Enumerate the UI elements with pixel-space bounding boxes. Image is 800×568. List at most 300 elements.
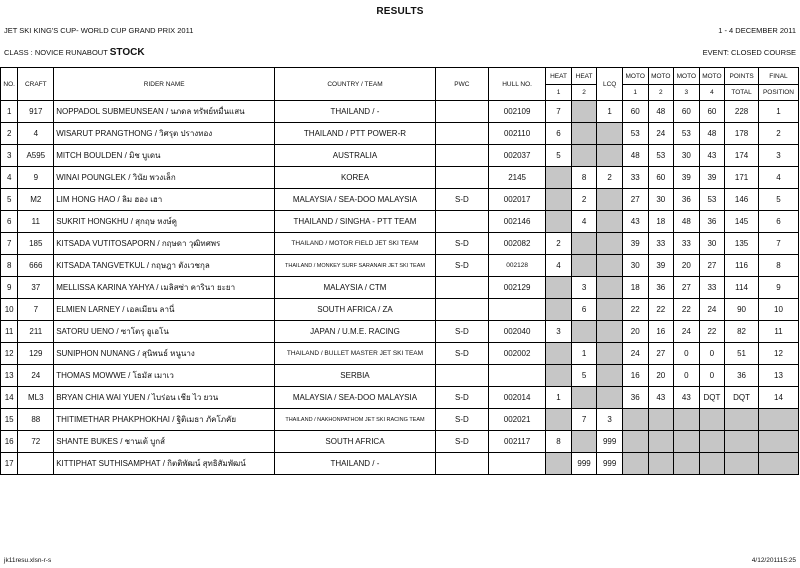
cell-pwc: [435, 277, 488, 299]
cell-lcq: [597, 211, 623, 233]
cell-total: 146: [725, 189, 759, 211]
header-points: POINTS: [725, 68, 759, 85]
cell-total: 36: [725, 365, 759, 387]
class-prefix: CLASS : NOVICE RUNABOUT: [4, 48, 110, 57]
cell-pwc: S-D: [435, 233, 488, 255]
cell-pwc: [435, 453, 488, 475]
cell-hull: 002014: [488, 387, 545, 409]
cell-total: DQT: [725, 387, 759, 409]
cell-moto1: 36: [622, 387, 648, 409]
header-craft: CRAFT: [18, 68, 54, 101]
event-name: JET SKI KING'S CUP- WORLD CUP GRAND PRIX 2011: [4, 26, 194, 35]
cell-hull: 002117: [488, 431, 545, 453]
cell-moto2: 20: [648, 365, 674, 387]
header-lcq: LCQ: [597, 68, 623, 101]
cell-no: 12: [1, 343, 18, 365]
cell-moto3: 24: [674, 321, 700, 343]
cell-heat2: 3: [571, 277, 597, 299]
cell-heat2: [571, 321, 597, 343]
cell-moto4: 22: [699, 321, 725, 343]
cell-moto3: 36: [674, 189, 700, 211]
table-row: [1, 167, 799, 189]
cell-rider: MELLISSA KARINA YAHYA / เมลิสซ่า คารินา ยะยา: [54, 277, 275, 299]
cell-hull: 002021: [488, 409, 545, 431]
cell-total: 116: [725, 255, 759, 277]
cell-pwc: S-D: [435, 343, 488, 365]
cell-rider: LIM HONG HAO / ลิม ฮอง เฮา: [54, 189, 275, 211]
cell-country: THAILAND / -: [275, 101, 436, 123]
cell-moto2: [648, 409, 674, 431]
cell-moto1: 43: [622, 211, 648, 233]
cell-rider: KITSADA VUTITOSAPORN / กฤษดา วุฒิทศพร: [54, 233, 275, 255]
header-hull: HULL NO.: [488, 68, 545, 101]
cell-moto2: 24: [648, 123, 674, 145]
cell-hull: [488, 365, 545, 387]
cell-heat2: [571, 431, 597, 453]
cell-lcq: [597, 277, 623, 299]
cell-lcq: [597, 365, 623, 387]
cell-lcq: [597, 387, 623, 409]
class-label: [4, 47, 145, 58]
cell-heat1: 6: [546, 123, 572, 145]
cell-no: 9: [1, 277, 18, 299]
cell-moto4: 53: [699, 189, 725, 211]
cell-moto4: [699, 453, 725, 475]
cell-moto3: 60: [674, 101, 700, 123]
header-final: FINAL: [758, 68, 798, 85]
cell-moto1: 30: [622, 255, 648, 277]
subheader-heat-1: 1: [546, 85, 572, 101]
cell-lcq: [597, 123, 623, 145]
cell-moto4: 0: [699, 343, 725, 365]
cell-pwc: S-D: [435, 189, 488, 211]
cell-moto1: [622, 431, 648, 453]
cell-total: 228: [725, 101, 759, 123]
cell-no: 8: [1, 255, 18, 277]
cell-lcq: [597, 189, 623, 211]
cell-heat1: [546, 167, 572, 189]
header-rider: RIDER NAME: [54, 68, 275, 101]
cell-moto1: [622, 409, 648, 431]
cell-position: [758, 409, 798, 431]
header-heat-2: HEAT: [571, 68, 597, 85]
cell-position: 8: [758, 255, 798, 277]
cell-country: THAILAND / MONKEY SURF SARANAIR JET SKI TEAM: [275, 255, 436, 277]
cell-hull: [488, 299, 545, 321]
cell-lcq: [597, 255, 623, 277]
table-row: [1, 453, 799, 475]
event-status: EVENT: CLOSED COURSE: [702, 48, 796, 57]
event-dates: 1 - 4 DECEMBER 2011: [718, 26, 796, 35]
table-row: [1, 409, 799, 431]
cell-hull: [488, 453, 545, 475]
header-moto-4: MOTO: [699, 68, 725, 85]
cell-moto4: 60: [699, 101, 725, 123]
cell-lcq: [597, 343, 623, 365]
cell-pwc: [435, 123, 488, 145]
cell-total: [725, 453, 759, 475]
cell-moto3: 48: [674, 211, 700, 233]
cell-moto3: 27: [674, 277, 700, 299]
cell-heat2: 4: [571, 211, 597, 233]
cell-hull: 2145: [488, 167, 545, 189]
cell-moto3: [674, 453, 700, 475]
cell-moto4: DQT: [699, 387, 725, 409]
cell-craft: 211: [18, 321, 54, 343]
cell-pwc: S-D: [435, 255, 488, 277]
cell-moto4: 27: [699, 255, 725, 277]
cell-total: 82: [725, 321, 759, 343]
table-row: [1, 431, 799, 453]
cell-craft: 24: [18, 365, 54, 387]
cell-rider: THITIMETHAR PHAKPHOKHAI / ฐิติเมธา ภัคโภคัย: [54, 409, 275, 431]
class-name: STOCK: [109, 47, 145, 58]
cell-moto2: 33: [648, 233, 674, 255]
cell-craft: 129: [18, 343, 54, 365]
cell-country: JAPAN / U.M.E. RACING: [275, 321, 436, 343]
cell-position: 6: [758, 211, 798, 233]
cell-craft: ML3: [18, 387, 54, 409]
subheader-total: TOTAL: [725, 85, 759, 101]
cell-heat1: 5: [546, 145, 572, 167]
cell-position: 10: [758, 299, 798, 321]
cell-country: MALAYSIA / SEA-DOO MALAYSIA: [275, 189, 436, 211]
cell-moto1: 27: [622, 189, 648, 211]
cell-country: MALAYSIA / CTM: [275, 277, 436, 299]
cell-no: 13: [1, 365, 18, 387]
cell-pwc: S-D: [435, 409, 488, 431]
cell-rider: KITTIPHAT SUTHISAMPHAT / กิตติพัฒน์ สุทธิสัมพัฒน์: [54, 453, 275, 475]
cell-no: 14: [1, 387, 18, 409]
cell-craft: 11: [18, 211, 54, 233]
cell-no: 15: [1, 409, 18, 431]
table-row: [1, 123, 799, 145]
cell-moto3: [674, 431, 700, 453]
cell-lcq: [597, 145, 623, 167]
cell-moto2: 16: [648, 321, 674, 343]
cell-position: 9: [758, 277, 798, 299]
cell-rider: SUNIPHON NUNANG / สุนิพนธ์ หนูนาง: [54, 343, 275, 365]
cell-heat2: [571, 255, 597, 277]
cell-heat1: 2: [546, 233, 572, 255]
header-pwc: PWC: [435, 68, 488, 101]
cell-no: 5: [1, 189, 18, 211]
cell-country: THAILAND / PTT POWER-R: [275, 123, 436, 145]
cell-rider: THOMAS MOWWE / โธมัส เมาเว: [54, 365, 275, 387]
cell-country: THAILAND / NAKHONPATHOM JET SKI RACING TEAM: [275, 409, 436, 431]
cell-country: SOUTH AFRICA / ZA: [275, 299, 436, 321]
cell-heat1: [546, 409, 572, 431]
cell-pwc: [435, 167, 488, 189]
cell-rider: SHANTE BUKES / ชานเต้ บูกส์: [54, 431, 275, 453]
cell-total: 178: [725, 123, 759, 145]
cell-moto3: 39: [674, 167, 700, 189]
cell-moto4: 36: [699, 211, 725, 233]
cell-total: 171: [725, 167, 759, 189]
cell-moto2: 27: [648, 343, 674, 365]
subheader-moto-1: 1: [622, 85, 648, 101]
cell-lcq: [597, 299, 623, 321]
cell-pwc: S-D: [435, 321, 488, 343]
cell-heat1: 8: [546, 431, 572, 453]
cell-moto4: 24: [699, 299, 725, 321]
cell-lcq: 999: [597, 453, 623, 475]
cell-heat2: 8: [571, 167, 597, 189]
cell-moto3: 33: [674, 233, 700, 255]
cell-moto2: 30: [648, 189, 674, 211]
cell-craft: A595: [18, 145, 54, 167]
cell-country: SOUTH AFRICA: [275, 431, 436, 453]
cell-heat2: [571, 233, 597, 255]
cell-moto2: 18: [648, 211, 674, 233]
cell-hull: 002002: [488, 343, 545, 365]
cell-pwc: [435, 101, 488, 123]
cell-moto1: 39: [622, 233, 648, 255]
cell-no: 11: [1, 321, 18, 343]
cell-position: [758, 453, 798, 475]
table-row: [1, 189, 799, 211]
cell-heat2: 6: [571, 299, 597, 321]
subheader-position: POSITION: [758, 85, 798, 101]
cell-heat1: [546, 189, 572, 211]
cell-position: 13: [758, 365, 798, 387]
header-heat-1: HEAT: [546, 68, 572, 85]
cell-total: [725, 409, 759, 431]
cell-craft: [18, 453, 54, 475]
table-row: [1, 321, 799, 343]
table-row: [1, 233, 799, 255]
cell-craft: 7: [18, 299, 54, 321]
cell-heat1: 3: [546, 321, 572, 343]
cell-hull: 002040: [488, 321, 545, 343]
cell-pwc: [435, 365, 488, 387]
cell-lcq: [597, 233, 623, 255]
cell-moto2: [648, 453, 674, 475]
cell-heat1: 4: [546, 255, 572, 277]
cell-craft: 666: [18, 255, 54, 277]
cell-moto3: 53: [674, 123, 700, 145]
cell-hull: 002017: [488, 189, 545, 211]
cell-lcq: 999: [597, 431, 623, 453]
cell-rider: NOPPADOL SUBMEUNSEAN / นภดล ทรัพย์หมื่นแสน: [54, 101, 275, 123]
cell-rider: WINAI POUNGLEK / วินัย พวงเล็ก: [54, 167, 275, 189]
cell-position: 14: [758, 387, 798, 409]
cell-craft: 72: [18, 431, 54, 453]
cell-craft: 185: [18, 233, 54, 255]
table-row: [1, 145, 799, 167]
cell-moto4: 30: [699, 233, 725, 255]
cell-hull: 002146: [488, 211, 545, 233]
cell-heat2: 7: [571, 409, 597, 431]
cell-heat1: [546, 343, 572, 365]
cell-hull: 002128: [488, 255, 545, 277]
cell-no: 1: [1, 101, 18, 123]
cell-heat1: [546, 299, 572, 321]
cell-craft: 9: [18, 167, 54, 189]
cell-no: 10: [1, 299, 18, 321]
subheader-moto-3: 3: [674, 85, 700, 101]
cell-moto2: 36: [648, 277, 674, 299]
cell-moto1: 22: [622, 299, 648, 321]
cell-heat1: 1: [546, 387, 572, 409]
cell-no: 17: [1, 453, 18, 475]
cell-moto4: 43: [699, 145, 725, 167]
subheader-heat-2: 2: [571, 85, 597, 101]
cell-moto4: [699, 409, 725, 431]
cell-moto2: 60: [648, 167, 674, 189]
cell-moto3: 0: [674, 343, 700, 365]
cell-moto3: 22: [674, 299, 700, 321]
cell-moto2: 48: [648, 101, 674, 123]
cell-moto3: 20: [674, 255, 700, 277]
cell-lcq: 1: [597, 101, 623, 123]
cell-position: 12: [758, 343, 798, 365]
cell-lcq: 3: [597, 409, 623, 431]
cell-moto1: 33: [622, 167, 648, 189]
cell-moto4: [699, 431, 725, 453]
cell-rider: MITCH BOULDEN / มิช บูเดน: [54, 145, 275, 167]
header-no: NO.: [1, 68, 18, 101]
cell-pwc: S-D: [435, 431, 488, 453]
table-row: [1, 387, 799, 409]
cell-moto4: 33: [699, 277, 725, 299]
cell-country: SERBIA: [275, 365, 436, 387]
cell-moto1: 48: [622, 145, 648, 167]
cell-pwc: S-D: [435, 387, 488, 409]
cell-heat2: [571, 123, 597, 145]
cell-hull: 002129: [488, 277, 545, 299]
cell-heat2: 5: [571, 365, 597, 387]
cell-heat2: [571, 101, 597, 123]
cell-moto1: 24: [622, 343, 648, 365]
header-moto-3: MOTO: [674, 68, 700, 85]
cell-rider: ELMIEN LARNEY / เอลเมียน ลานี่: [54, 299, 275, 321]
cell-moto2: 43: [648, 387, 674, 409]
cell-total: 135: [725, 233, 759, 255]
cell-moto3: 0: [674, 365, 700, 387]
cell-moto1: 60: [622, 101, 648, 123]
table-row: [1, 211, 799, 233]
cell-country: THAILAND / BULLET MASTER JET SKI TEAM: [275, 343, 436, 365]
cell-position: 1: [758, 101, 798, 123]
cell-heat1: [546, 211, 572, 233]
cell-no: 7: [1, 233, 18, 255]
cell-moto3: 30: [674, 145, 700, 167]
cell-no: 3: [1, 145, 18, 167]
subheader-moto-2: 2: [648, 85, 674, 101]
cell-moto2: [648, 431, 674, 453]
cell-pwc: [435, 299, 488, 321]
cell-lcq: [597, 321, 623, 343]
cell-heat1: [546, 365, 572, 387]
cell-position: 2: [758, 123, 798, 145]
cell-moto4: 0: [699, 365, 725, 387]
cell-heat1: [546, 277, 572, 299]
cell-country: AUSTRALIA: [275, 145, 436, 167]
cell-moto2: 53: [648, 145, 674, 167]
cell-rider: KITSADA TANGVETKUL / กฤษฎา ตังเวชกุล: [54, 255, 275, 277]
cell-rider: SATORU UENO / ซาโตรุ อูเอโน: [54, 321, 275, 343]
cell-total: 174: [725, 145, 759, 167]
cell-country: THAILAND / -: [275, 453, 436, 475]
cell-moto3: [674, 409, 700, 431]
cell-total: 90: [725, 299, 759, 321]
cell-moto2: 22: [648, 299, 674, 321]
cell-no: 4: [1, 167, 18, 189]
cell-craft: 37: [18, 277, 54, 299]
cell-moto1: [622, 453, 648, 475]
cell-hull: 002082: [488, 233, 545, 255]
cell-total: 114: [725, 277, 759, 299]
cell-country: KOREA: [275, 167, 436, 189]
header-moto-2: MOTO: [648, 68, 674, 85]
cell-no: 6: [1, 211, 18, 233]
cell-heat2: 1: [571, 343, 597, 365]
cell-position: [758, 431, 798, 453]
cell-country: MALAYSIA / SEA-DOO MALAYSIA: [275, 387, 436, 409]
cell-pwc: [435, 145, 488, 167]
cell-moto4: 48: [699, 123, 725, 145]
cell-no: 2: [1, 123, 18, 145]
cell-heat2: 2: [571, 189, 597, 211]
cell-country: THAILAND / MOTOR FIELD JET SKI TEAM: [275, 233, 436, 255]
cell-rider: BRYAN CHIA WAI YUEN / ไบร่อน เชีย ไว ยวน: [54, 387, 275, 409]
cell-moto3: 43: [674, 387, 700, 409]
cell-lcq: 2: [597, 167, 623, 189]
cell-moto2: 39: [648, 255, 674, 277]
cell-moto1: 53: [622, 123, 648, 145]
cell-country: THAILAND / SINGHA - PTT TEAM: [275, 211, 436, 233]
page-title: RESULTS: [376, 6, 424, 17]
results-body: [1, 101, 799, 475]
cell-hull: 002110: [488, 123, 545, 145]
cell-heat2: [571, 145, 597, 167]
cell-heat2: [571, 387, 597, 409]
cell-craft: 88: [18, 409, 54, 431]
cell-total: 145: [725, 211, 759, 233]
cell-craft: 4: [18, 123, 54, 145]
cell-position: 7: [758, 233, 798, 255]
cell-craft: M2: [18, 189, 54, 211]
cell-pwc: [435, 211, 488, 233]
cell-moto1: 16: [622, 365, 648, 387]
cell-total: [725, 431, 759, 453]
cell-heat1: [546, 453, 572, 475]
footer-filename: jk11resu.xlsn-r-s: [4, 557, 52, 564]
cell-moto1: 20: [622, 321, 648, 343]
table-row: [1, 101, 799, 123]
table-row: [1, 365, 799, 387]
cell-craft: 917: [18, 101, 54, 123]
table-row: [1, 299, 799, 321]
header-moto-1: MOTO: [622, 68, 648, 85]
cell-hull: 002109: [488, 101, 545, 123]
cell-position: 5: [758, 189, 798, 211]
cell-position: 4: [758, 167, 798, 189]
cell-position: 11: [758, 321, 798, 343]
cell-total: 51: [725, 343, 759, 365]
cell-hull: 002037: [488, 145, 545, 167]
cell-heat1: 7: [546, 101, 572, 123]
cell-rider: SUKRIT HONGKHU / สุกฤษ หงษ์คู: [54, 211, 275, 233]
table-row: [1, 255, 799, 277]
table-row: [1, 343, 799, 365]
cell-position: 3: [758, 145, 798, 167]
table-row: [1, 277, 799, 299]
cell-moto1: 18: [622, 277, 648, 299]
subheader-moto-4: 4: [699, 85, 725, 101]
cell-rider: WISARUT PRANGTHONG / วิศรุต ปรางทอง: [54, 123, 275, 145]
